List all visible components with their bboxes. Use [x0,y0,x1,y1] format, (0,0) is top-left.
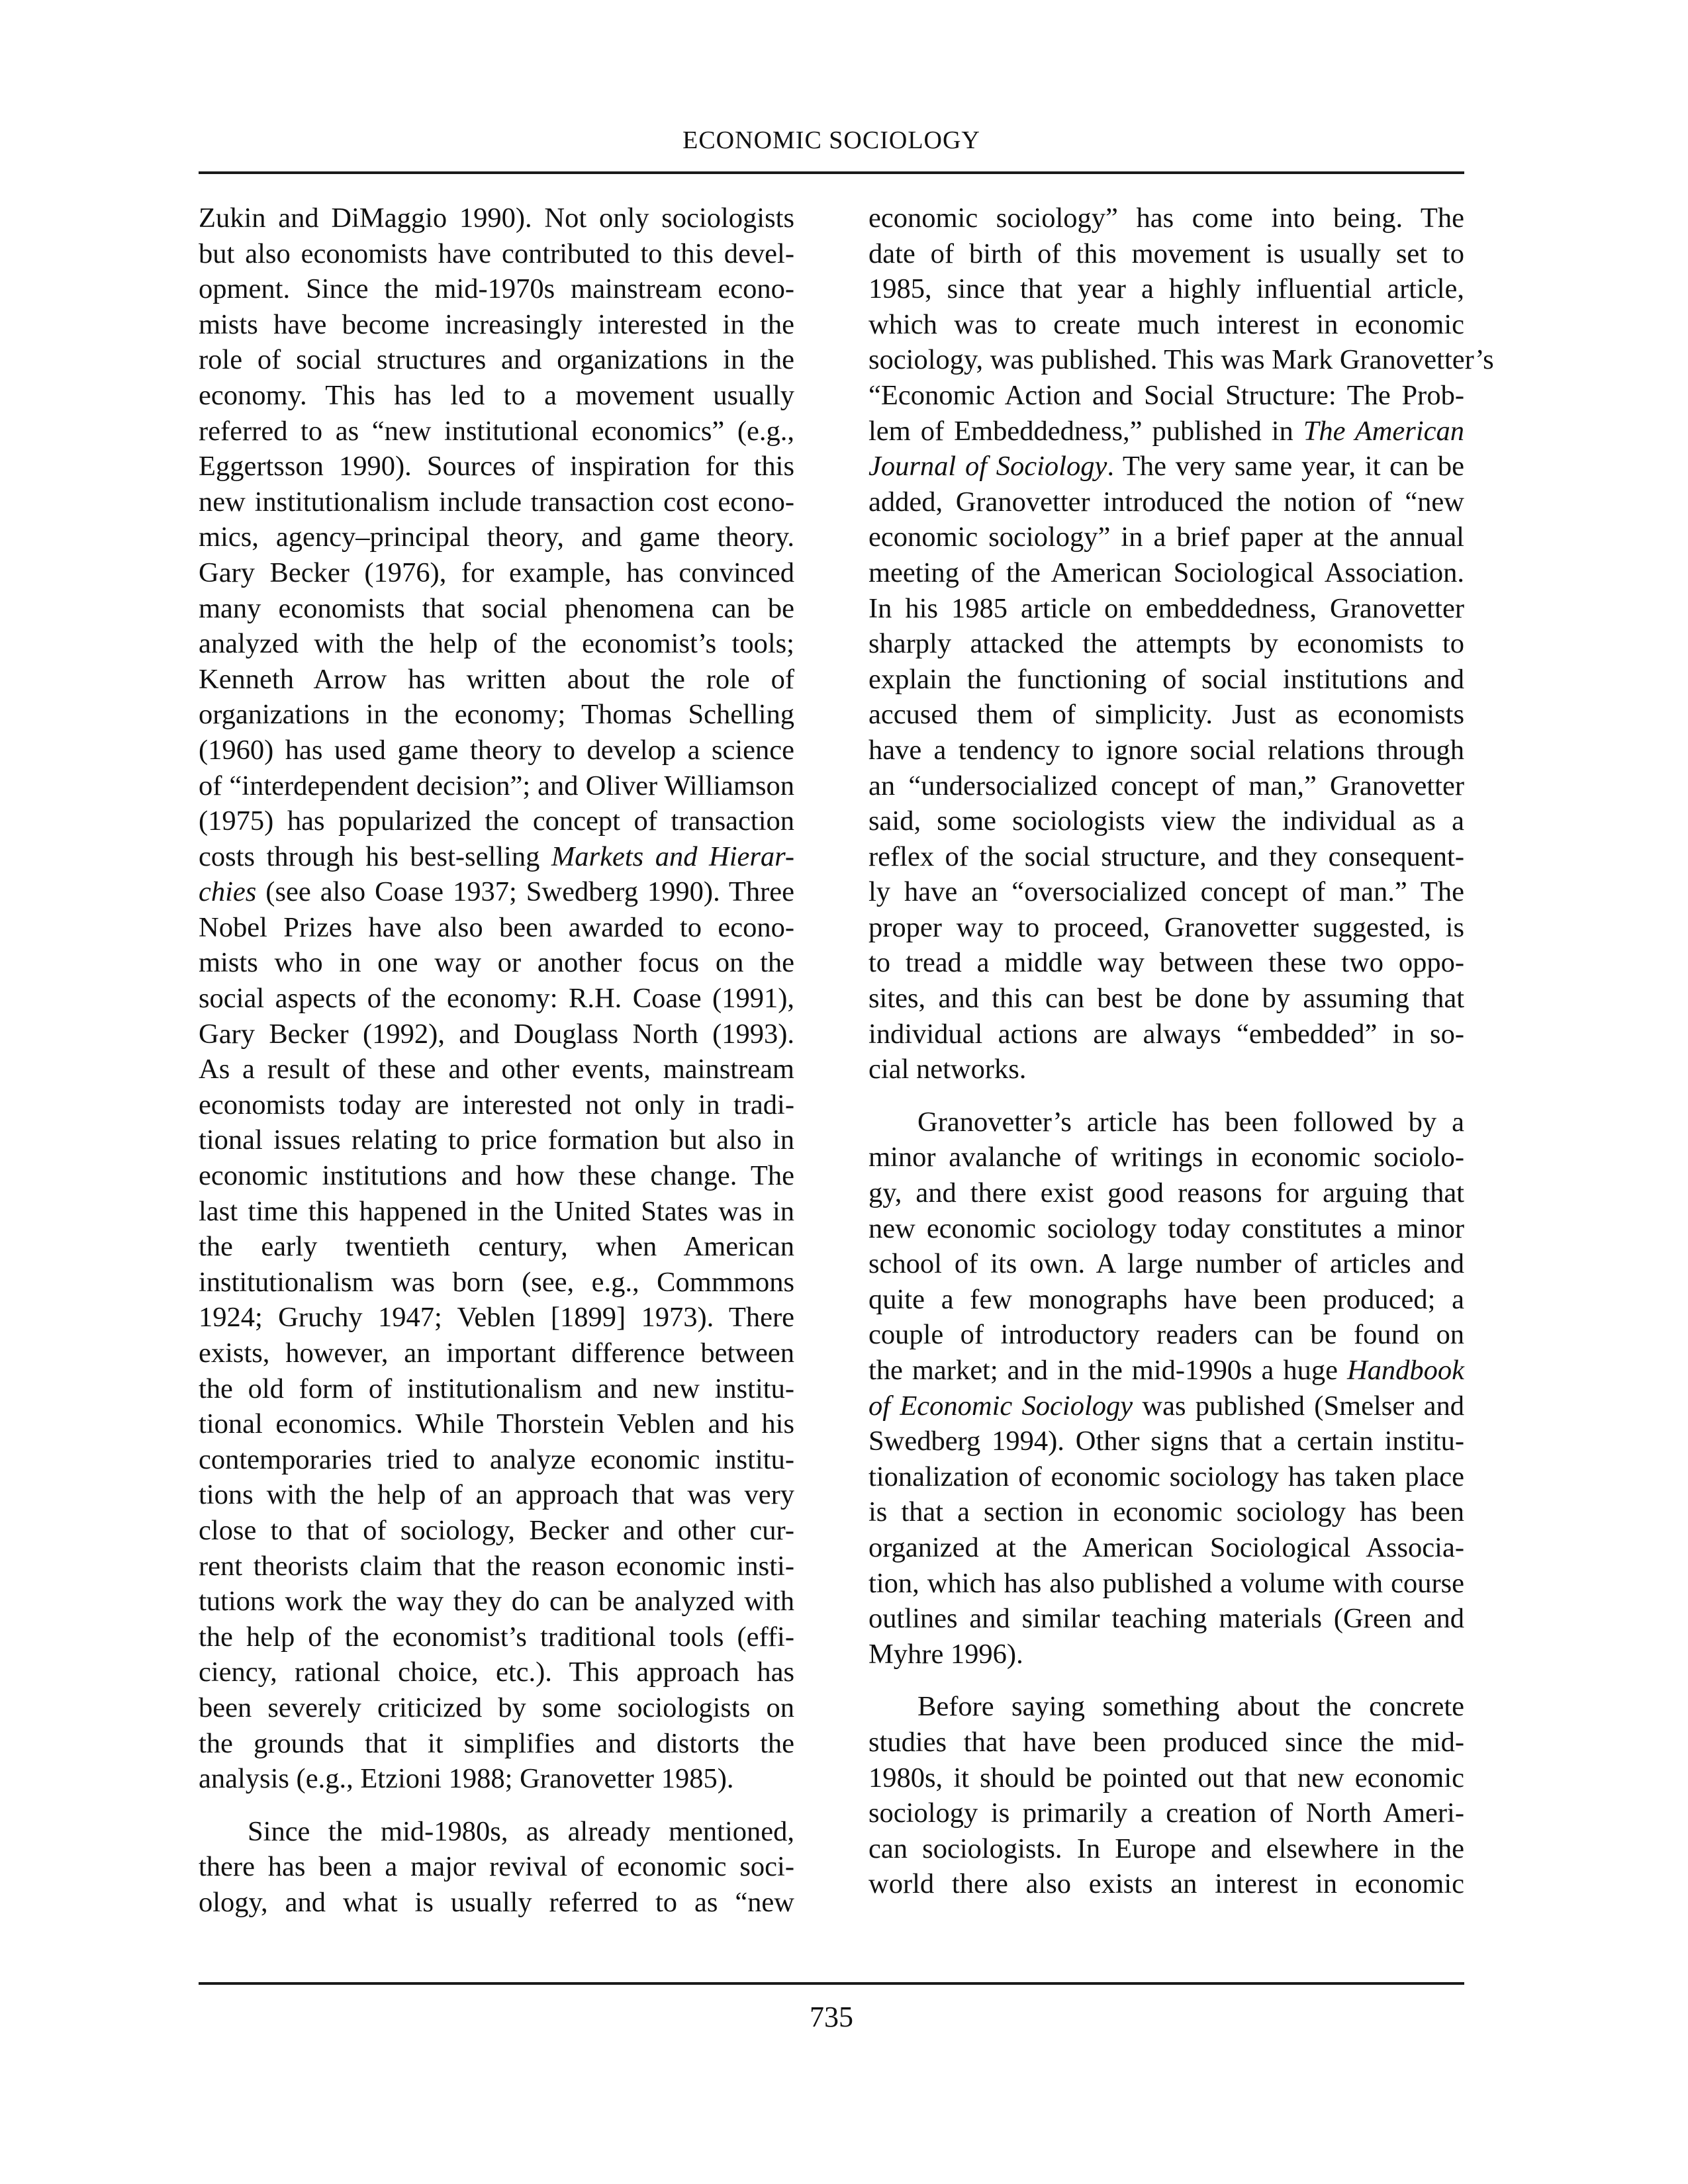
left-column [199,201,794,1921]
text-line: explain the functioning of social institutions and [868,663,1464,695]
page-number: 735 [810,2001,853,2033]
text-line: tutions work the way they do can be analyzed with [199,1586,794,1617]
text-line: Kenneth Arrow has written about the role of [199,663,794,695]
text-line: 1924; Gruchy 1947; Veblen [1899] 1973). There [199,1302,794,1334]
text-line: but also economists have contributed to this devel- [199,238,794,269]
text-line: said, some sociologists view the individual as a [868,805,1464,837]
text-line: many economists that social phenomena can be [199,592,794,624]
text-line: tional economics. While Thorstein Veblen and his [199,1408,794,1440]
text-line: gy, and there exist good reasons for arguing that [868,1177,1464,1209]
text-line: ology, and what is usually referred to as “new [199,1886,794,1918]
text-line: 1985, since that year a highly influential article, [868,273,1464,305]
text-line: ciency, rational choice, etc.). This approach has [199,1657,794,1688]
text-line: individual actions are always “embedded” in so- [868,1018,1464,1050]
text-line: sociology, was published. This was Mark Granovetter’s [868,344,1494,376]
text-line: accused them of simplicity. Just as economists [868,699,1464,731]
paragraph-gap [868,1087,1464,1105]
text-line: sociology is primarily a creation of North Ameri- [868,1797,1464,1829]
text-line: been severely criticized by some sociologists on [199,1692,794,1723]
text-line: tionalization of economic sociology has taken place [868,1461,1464,1492]
paragraph-gap [199,1797,794,1814]
text-line: organized at the American Sociological Associa- [868,1531,1464,1563]
text-line: Gary Becker (1992), and Douglass North (1993). [199,1018,794,1050]
text-line: last time this happened in the United States was in [199,1195,794,1227]
italic-title: Journal of Sociology [868,451,1107,482]
italic-title: The American [1303,415,1464,447]
text-line: cial networks. [868,1054,1027,1085]
text-line: mists who in one way or another focus on the [199,947,794,979]
text-line: have a tendency to ignore social relations through [868,734,1464,766]
text-line: Myhre 1996). [868,1638,1023,1670]
text-line: “Economic Action and Social Structure: The Prob- [868,379,1464,411]
text-line: mics, agency–principal theory, and game theory. [199,522,794,553]
text-line: which was to create much interest in economic [868,308,1464,340]
text-line: chies (see also Coase 1937; Swedberg 1990). Three [199,876,794,908]
paragraph-gap [868,1672,1464,1689]
text-line: mists have become increasingly interested in the [199,308,794,340]
text-line: 1980s, it should be pointed out that new economic [868,1762,1464,1794]
text-line: new economic sociology today constitutes a minor [868,1212,1464,1244]
text-line: costs through his best-selling Markets and Hierar- [199,841,794,872]
text-line: Since the mid-1980s, as already mentioned, [248,1815,794,1847]
text-line: As a result of these and other events, mainstream [199,1054,794,1085]
text-line: exists, however, an important difference between [199,1338,794,1369]
text-line: economic institutions and how these change. The [199,1160,794,1192]
text-line: the market; and in the mid-1990s a huge Handbook [868,1355,1464,1386]
text-line: economic sociology” has come into being. The [868,203,1464,234]
text-line: Swedberg 1994). Other signs that a certain institu- [868,1426,1464,1457]
text-line: date of birth of this movement is usually set to [868,238,1464,269]
footer-rule [199,1982,1464,1985]
text-line: Eggertsson 1990). Sources of inspiration for this [199,451,794,482]
text-line: studies that have been produced since the mid- [868,1726,1464,1758]
text-line: organizations in the economy; Thomas Schelling [199,699,794,731]
text-line: Before saying something about the concrete [917,1691,1464,1723]
text-line: tion, which has also published a volume with course [868,1567,1464,1599]
text-line: meeting of the American Sociological Association. [868,557,1464,588]
text-line: economists today are interested not only in tradi- [199,1089,794,1120]
text-line: Zukin and DiMaggio 1990). Not only sociologists [199,203,794,234]
header-rule [199,171,1464,174]
text-line: economic sociology” in a brief paper at the annual [868,522,1464,553]
text-line: In his 1985 article on embeddedness, Granovetter [868,592,1464,624]
text-line: school of its own. A large number of articles and [868,1248,1464,1280]
text-line: opment. Since the mid-1970s mainstream econo- [199,273,794,305]
text-line: analyzed with the help of the economist’s tools; [199,628,794,660]
text-line: Journal of Sociology. The very same year, it can be [868,451,1464,482]
text-line: proper way to proceed, Granovetter suggested, is [868,911,1464,943]
text-line: contemporaries tried to analyze economic institu- [199,1443,794,1475]
text-line: tional issues relating to price formation but also in [199,1124,794,1156]
text-line: ly have an “oversocialized concept of man.” The [868,876,1464,908]
text-line: (1975) has popularized the concept of transaction [199,805,794,837]
text-line: rent theorists claim that the reason economic insti- [199,1550,794,1582]
text-line: of Economic Sociology was published (Smelser and [868,1390,1464,1422]
text-line: reflex of the social structure, and they consequent- [868,841,1464,872]
text-line: Granovetter’s article has been followed by a [917,1106,1464,1138]
text-line: Gary Becker (1976), for example, has convinced [199,557,794,588]
italic-title: Markets and Hierar- [551,841,794,872]
text-line: of “interdependent decision”; and Oliver Williamson [199,770,794,801]
text-line: added, Granovetter introduced the notion of “new [868,486,1464,518]
right-column [868,201,1494,1902]
text-line: quite a few monographs have been produced; a [868,1283,1464,1315]
text-line: role of social structures and organizations in the [199,344,794,376]
text-line: sites, and this can best be done by assuming that [868,983,1464,1015]
text-line: institutionalism was born (see, e.g., Commmons [199,1266,794,1298]
text-line: referred to as “new institutional economics” (e.g., [199,415,794,447]
italic-title: Handbook [1346,1355,1464,1386]
text-line: social aspects of the economy: R.H. Coase (1991), [199,983,794,1015]
text-line: world there also exists an interest in economic [868,1868,1464,1900]
text-line: sharply attacked the attempts by economists to [868,628,1464,660]
text-line: the old form of institutionalism and new institu- [199,1373,794,1404]
text-line: is that a section in economic sociology has been [868,1496,1464,1528]
text-line: outlines and similar teaching materials (Green and [868,1603,1464,1635]
running-head: ECONOMIC SOCIOLOGY [682,126,980,154]
text-line: there has been a major revival of economic soci- [199,1851,794,1883]
text-line: the early twentieth century, when American [199,1231,794,1263]
text-line: minor avalanche of writings in economic sociolo- [868,1142,1464,1173]
italic-title: chies [199,876,257,908]
text-line: an “undersocialized concept of man,” Granovetter [868,770,1464,801]
text-line: (1960) has used game theory to develop a science [199,734,794,766]
text-line: tions with the help of an approach that was very [199,1479,794,1511]
text-line: analysis (e.g., Etzioni 1988; Granovetter 1985). [199,1763,734,1795]
text-line: economy. This has led to a movement usually [199,379,794,411]
text-line: new institutionalism include transaction cost econo- [199,486,794,518]
text-line: couple of introductory readers can be found on [868,1319,1464,1351]
text-line: lem of Embeddedness,” published in The American [868,415,1464,447]
text-line: can sociologists. In Europe and elsewhere in the [868,1833,1464,1864]
text-line: close to that of sociology, Becker and other cur- [199,1514,794,1546]
text-line: to tread a middle way between these two oppo- [868,947,1464,979]
text-line: the help of the economist’s traditional tools (effi- [199,1621,794,1653]
italic-title: of Economic Sociology [868,1390,1133,1422]
text-line: Nobel Prizes have also been awarded to econo- [199,911,794,943]
text-line: the grounds that it simplifies and distorts the [199,1727,794,1759]
